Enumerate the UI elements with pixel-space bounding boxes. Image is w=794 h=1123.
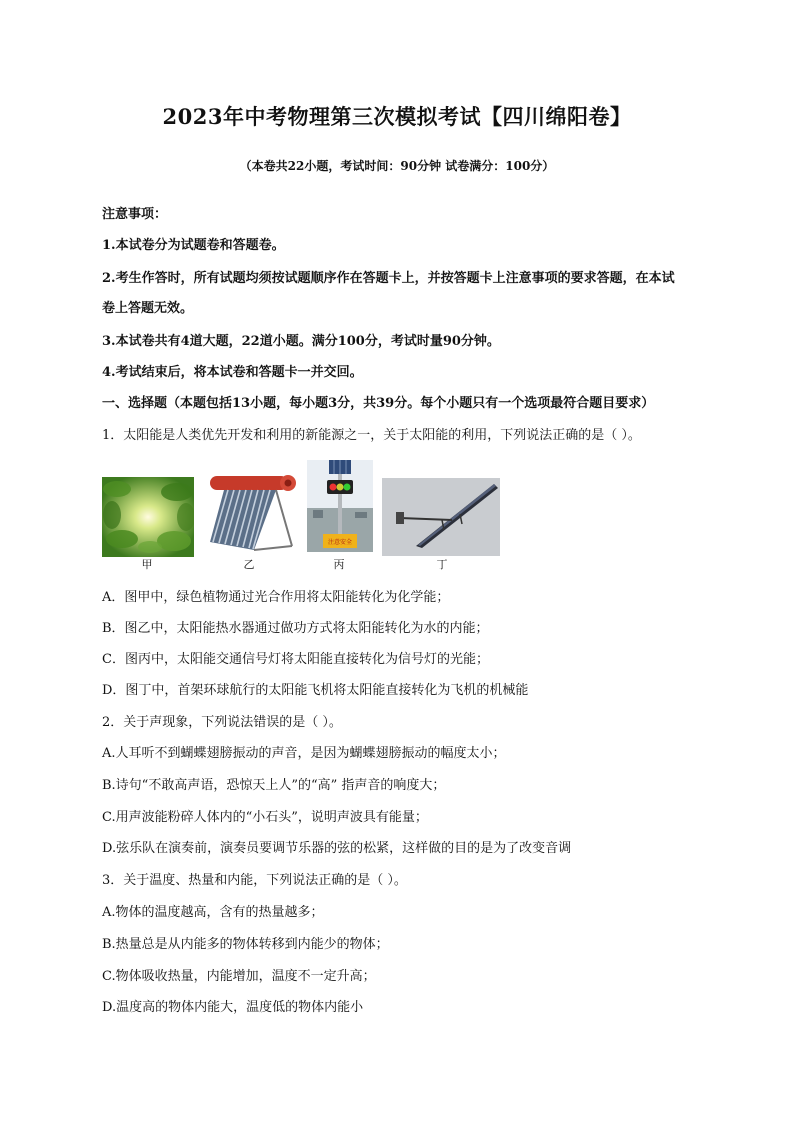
figure-jia-leaves (102, 477, 194, 557)
notice-item-2: 2.考生作答时，所有试题均须按试题顺序作在答题卡上，并按答题卡上注意事项的要求答题，在本试 (102, 271, 675, 286)
caption-yi: 乙 (243, 558, 255, 571)
q3-option-b: B.热量总是从内能多的物体转移到内能少的物体； (102, 937, 389, 952)
figure-ding-solar-plane (382, 478, 500, 556)
q2-stem: 2．关于声现象，下列说法错误的是（ ）。 (102, 715, 342, 730)
q1-option-c: C．图丙中，太阳能交通信号灯将太阳能直接转化为信号灯的光能； (102, 652, 489, 667)
section-1-heading: 一、选择题（本题包括13小题，每小题3分，共39分。每个小题只有一个选项最符合题目要求） (102, 396, 655, 411)
notice-heading: 注意事项： (102, 207, 168, 222)
notice-item-1: 1.本试卷分为试题卷和答题卷。 (102, 238, 285, 253)
caption-jia: 甲 (141, 558, 153, 571)
q2-option-b: B.诗句“不敢高声语，恐惊天上人”的“高” 指声音的响度大； (102, 778, 446, 793)
q1-option-b: B．图乙中，太阳能热水器通过做功方式将太阳能转化为水的内能； (102, 621, 489, 636)
q1-stem: 1．太阳能是人类优先开发和利用的新能源之一，关于太阳能的利用，下列说法正确的是（ ）。 (102, 428, 641, 443)
q2-option-d: D.弦乐队在演奏前，演奏员要调节乐器的弦的松紧，这样做的目的是为了改变音调 (102, 841, 572, 856)
figure-yi-solar-heater (206, 472, 298, 552)
q3-stem: 3．关于温度、热量和内能，下列说法正确的是（ ）。 (102, 873, 407, 888)
q3-option-a: A.物体的温度越高，含有的热量越多； (102, 905, 324, 920)
notice-item-2-cont: 卷上答题无效。 (102, 301, 194, 316)
caption-bing: 丙 (333, 558, 345, 571)
exam-subtitle: （本卷共22小题，考试时间：90分钟 试卷满分：100分） (239, 159, 555, 173)
notice-item-3: 3.本试卷共有4道大题，22道小题。满分100分，考试时量90分钟。 (102, 334, 500, 349)
q3-option-d: D.温度高的物体内能大，温度低的物体内能小 (102, 1000, 364, 1015)
figure-bing-traffic-light (307, 460, 373, 555)
q2-option-a: A.人耳听不到蝴蝶翅膀振动的声音，是因为蝴蝶翅膀振动的幅度太小； (102, 746, 506, 761)
q1-figures (102, 472, 502, 572)
notice-item-4: 4.考试结束后，将本试卷和答题卡一并交回。 (102, 365, 363, 380)
q1-option-a: A．图甲中，绿色植物通过光合作用将太阳能转化为化学能； (102, 590, 450, 605)
caption-ding: 丁 (436, 558, 448, 571)
q1-option-d: D．图丁中，首架环球航行的太阳能飞机将太阳能直接转化为飞机的机械能 (102, 683, 529, 698)
q3-option-c: C.物体吸收热量，内能增加，温度不一定升高； (102, 969, 376, 984)
q2-option-c: C.用声波能粉碎人体内的“小石头”，说明声波具有能量； (102, 810, 428, 825)
exam-title: 2023年中考物理第三次模拟考试【四川绵阳卷】 (162, 104, 632, 129)
traffic-sign-text: 注意安全 (327, 539, 353, 546)
